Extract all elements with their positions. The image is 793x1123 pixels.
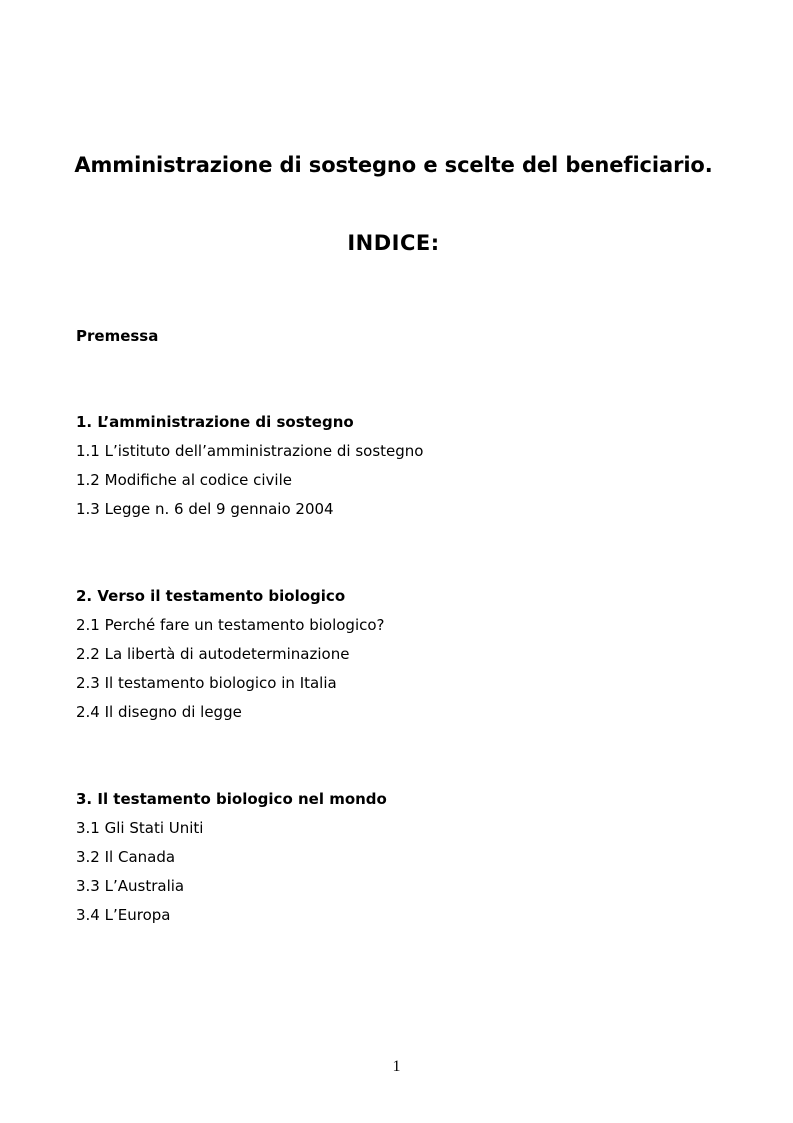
toc-item-2-4: 2.4 Il disegno di legge [76,703,242,721]
page-number: 1 [392,1058,401,1075]
toc-item-1-2: 1.2 Modifiche al codice civile [76,471,292,489]
toc-item-2-1: 2.1 Perché fare un testamento biologico? [76,616,385,634]
page-title: Amministrazione di sostegno e scelte del beneficiario. [74,153,713,177]
toc-item-3-2: 3.2 Il Canada [76,848,176,866]
section-3-heading: 3. Il testamento biologico nel mondo [76,790,387,808]
toc-item-3-4: 3.4 L’Europa [76,906,171,924]
toc-item-3-3: 3.3 L’Australia [76,877,185,895]
toc-item-3-1: 3.1 Gli Stati Uniti [76,819,204,837]
section-2-heading: 2. Verso il testamento biologico [76,587,346,605]
toc-item-2-3: 2.3 Il testamento biologico in Italia [76,674,337,692]
toc-item-1-3: 1.3 Legge n. 6 del 9 gennaio 2004 [76,500,334,518]
index-heading: INDICE: [347,231,440,255]
premessa-heading: Premessa [76,327,159,345]
toc-item-2-2: 2.2 La libertà di autodeterminazione [76,645,350,663]
section-1-heading: 1. L’amministrazione di sostegno [76,413,354,431]
toc-item-1-1: 1.1 L’istituto dell’amministrazione di sostegno [76,442,424,460]
